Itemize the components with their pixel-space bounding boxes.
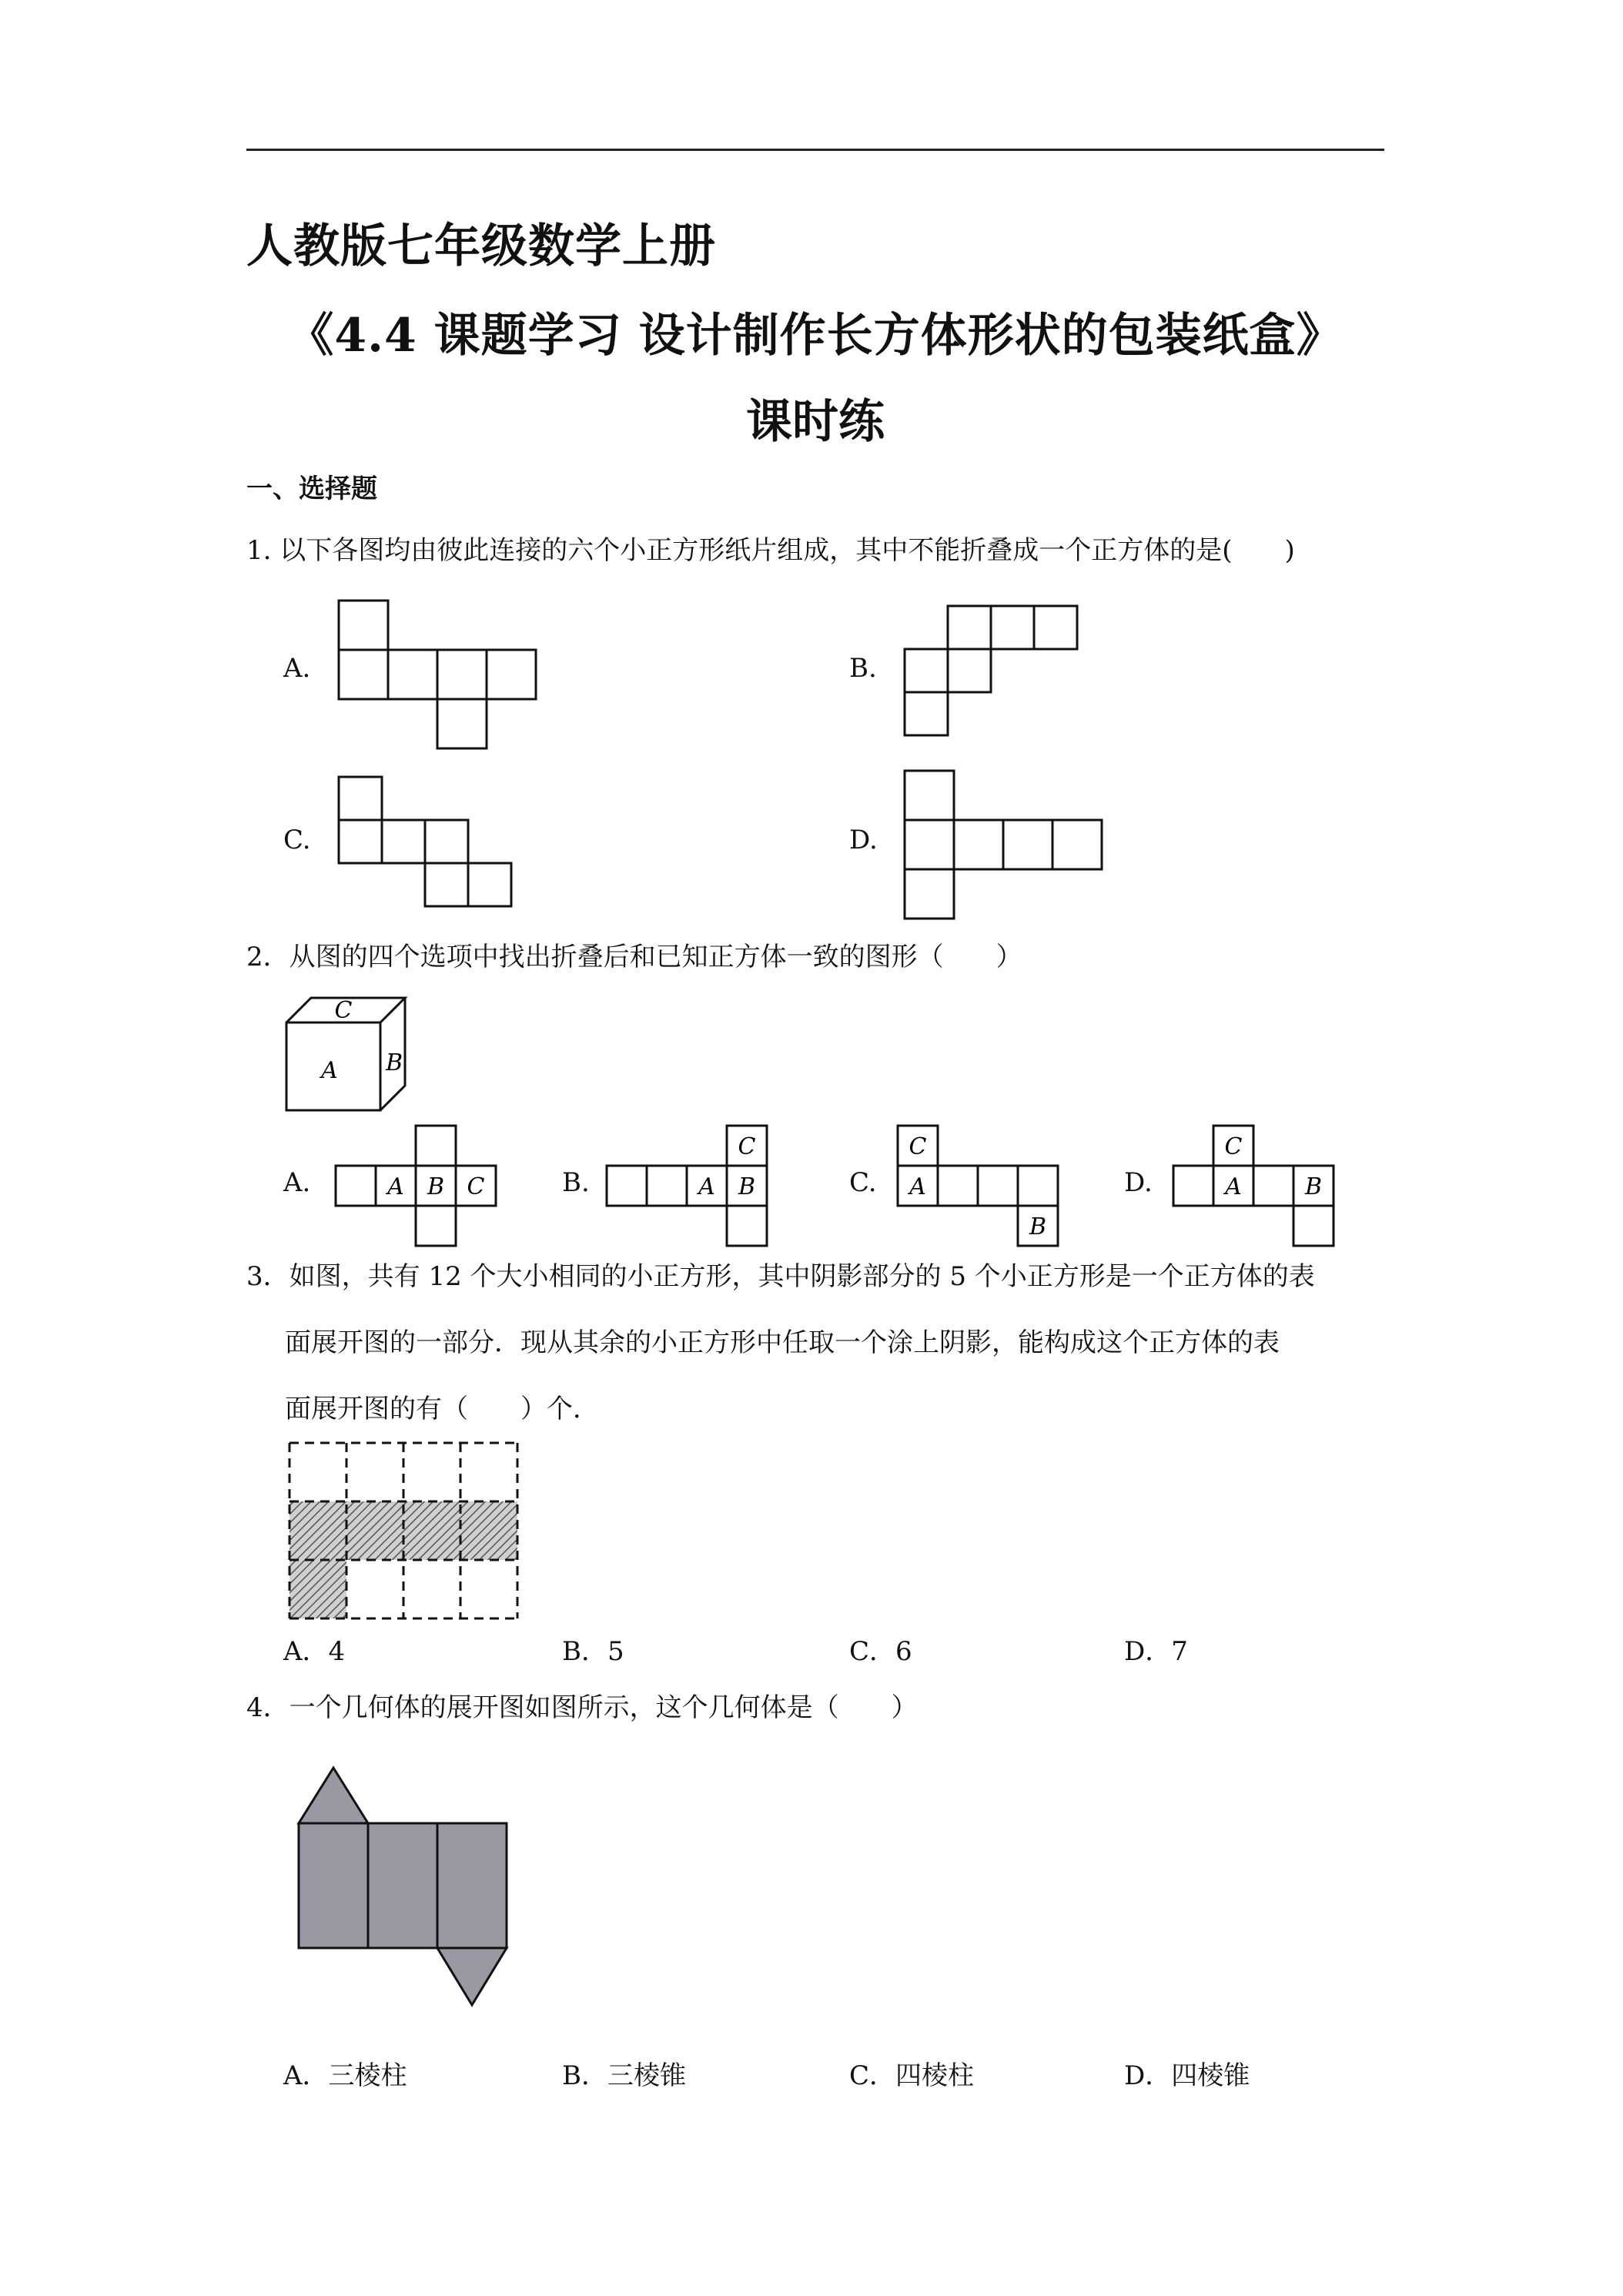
q2b-label-a: A (698, 1173, 715, 1200)
q2c-label-c: C (909, 1133, 927, 1160)
q1-option-c[interactable]: C. (283, 825, 311, 855)
q4-face-2 (368, 1823, 437, 1948)
q3-line1: 3．如图，共有 12 个大小相同的小正方形，其中阴影部分的 5 个小正方形是一个正方体的表 (246, 1261, 1315, 1292)
q2a-label-a: A (387, 1173, 404, 1200)
q1-option-a[interactable]: A. (283, 653, 311, 684)
q3-option-b[interactable]: B．5 (562, 1636, 624, 1667)
q4-option-d[interactable]: D．四棱锥 (1124, 2060, 1250, 2091)
q2-cube-label-c: C (334, 997, 353, 1024)
section-title: 一、选择题 (246, 474, 377, 504)
q3-line2: 面展开图的一部分．现从其余的小正方形中任取一个涂上阴影，能构成这个正方体的表 (285, 1327, 1280, 1358)
q2-cube-label-a: A (321, 1057, 338, 1084)
q4-face-1 (299, 1823, 368, 1948)
q4-option-c[interactable]: C．四棱柱 (849, 2060, 975, 2091)
q2-option-d[interactable]: D. (1124, 1167, 1153, 1198)
q2c-label-b: B (1029, 1213, 1047, 1240)
q4-face-3 (437, 1823, 507, 1948)
doc-title-line1: 人教版七年级数学上册 (246, 219, 716, 273)
q4-option-a[interactable]: A．三棱柱 (283, 2060, 407, 2091)
q3-option-d[interactable]: D．7 (1124, 1636, 1188, 1667)
q2a-label-c: C (467, 1173, 485, 1200)
q4-option-b[interactable]: B．三棱锥 (562, 2060, 686, 2091)
q2b-label-b: B (738, 1173, 756, 1200)
q2b-label-c: C (738, 1133, 756, 1160)
q2c-label-a: A (909, 1173, 926, 1200)
q1-option-b[interactable]: B. (849, 653, 877, 684)
question-2-text: 2．从图的四个选项中找出折叠后和已知正方体一致的图形（ ） (246, 942, 1022, 972)
doc-title-line3: 课时练 (746, 395, 885, 449)
question-4-text: 4．一个几何体的展开图如图所示，这个几何体是（ ） (246, 1692, 918, 1723)
q2d-label-a: A (1225, 1173, 1242, 1200)
q2-cube-label-b: B (385, 1049, 403, 1076)
q2-option-a[interactable]: A. (283, 1167, 311, 1198)
q4-triangle-bottom (437, 1948, 507, 2005)
doc-title-line2: 《4.4 课题学习 设计制作长方体形状的包装纸盒》 (287, 309, 1344, 363)
q2a-label-b: B (427, 1173, 445, 1200)
q2d-label-b: B (1304, 1173, 1323, 1200)
q4-triangle-top (299, 1768, 368, 1823)
q1-option-d[interactable]: D. (849, 825, 878, 855)
q3-option-c[interactable]: C．6 (849, 1636, 912, 1667)
q2-option-b[interactable]: B. (562, 1167, 590, 1198)
question-1-text: 1. 以下各图均由彼此连接的六个小正方形纸片组成，其中不能折叠成一个正方体的是( ) (246, 535, 1295, 566)
q2d-label-c: C (1224, 1133, 1243, 1160)
q3-option-a[interactable]: A．4 (283, 1636, 346, 1667)
q2-option-c[interactable]: C. (849, 1167, 877, 1198)
q3-line3: 面展开图的有（ ）个． (285, 1394, 599, 1424)
